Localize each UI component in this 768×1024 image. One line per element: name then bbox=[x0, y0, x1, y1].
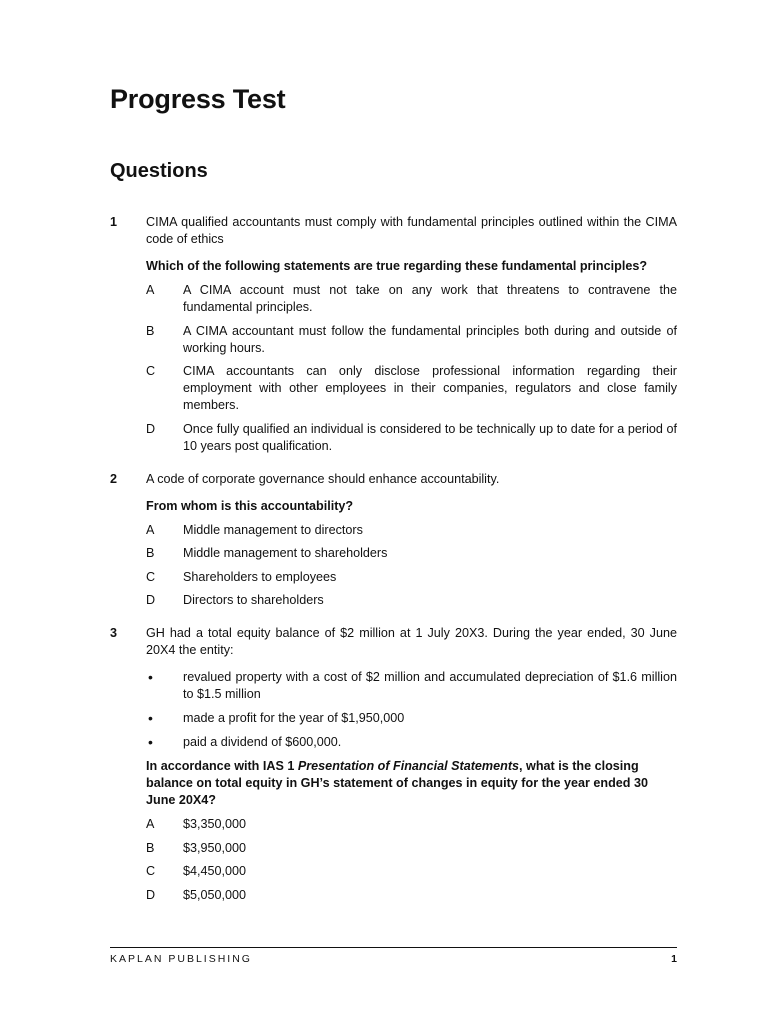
question-stem: A code of corporate governance should enhance accountability. bbox=[146, 471, 500, 486]
option-text: $3,950,000 bbox=[183, 840, 247, 855]
option-letter: B bbox=[146, 546, 155, 560]
question-2 bbox=[110, 471, 677, 610]
option-d bbox=[146, 592, 677, 609]
option-letter: A bbox=[146, 817, 155, 831]
option-d bbox=[146, 887, 677, 904]
page-number: 1 bbox=[671, 953, 677, 965]
option-a bbox=[146, 816, 677, 833]
option-text: Shareholders to employees bbox=[183, 569, 337, 584]
bullet-icon: • bbox=[148, 734, 153, 750]
bullet-text: paid a dividend of $600,000. bbox=[183, 735, 342, 749]
option-a bbox=[146, 522, 677, 539]
question-1 bbox=[110, 214, 677, 455]
option-letter: D bbox=[146, 887, 156, 902]
question-3 bbox=[110, 625, 677, 904]
option-letter: C bbox=[146, 364, 156, 378]
option-letter: A bbox=[146, 283, 155, 297]
option-b bbox=[146, 323, 677, 357]
prompt-text: In accordance with IAS 1 bbox=[146, 759, 298, 773]
bullet-icon: • bbox=[148, 669, 153, 685]
question-stem: GH had a total equity balance of $2 million at 1 July 20X3. During the year ended, 30 June 20X4 the entity: bbox=[146, 626, 677, 657]
option-text: CIMA accountants can only disclose professional information regarding their employment with other employees in their companies, regulators and close family members. bbox=[183, 364, 677, 412]
option-text: A CIMA account must not take on any work that threatens to contravene the fundamental principles. bbox=[183, 283, 677, 314]
question-prompt: Which of the following statements are true regarding these fundamental principles? bbox=[146, 259, 648, 273]
question-number: 3 bbox=[110, 626, 118, 640]
option-text: Middle management to shareholders bbox=[183, 546, 388, 560]
bullet-item bbox=[146, 669, 677, 703]
option-text: $3,350,000 bbox=[183, 817, 247, 831]
option-text: Middle management to directors bbox=[183, 522, 363, 537]
question-list bbox=[110, 214, 677, 920]
prompt-text: , what is the closing balance on total equity in GH’s statement of changes in equity for the year ended 30 June 20X4? bbox=[146, 759, 648, 807]
option-c bbox=[146, 863, 677, 880]
option-letter: C bbox=[146, 864, 156, 878]
option-letter: D bbox=[146, 421, 156, 436]
bullet-text: revalued property with a cost of $2 million and accumulated depreciation of $1.6 million to $1.5 million bbox=[183, 670, 677, 701]
bullet-icon: • bbox=[148, 710, 153, 726]
section-heading: Questions bbox=[110, 160, 208, 182]
option-letter: D bbox=[146, 593, 156, 607]
bullet-item bbox=[146, 734, 677, 751]
option-text: $5,050,000 bbox=[183, 887, 247, 902]
option-letter: B bbox=[146, 840, 155, 855]
question-number: 2 bbox=[110, 471, 118, 486]
question-stem: CIMA qualified accountants must comply with fundamental principles outlined within the CIMA code of ethics bbox=[146, 215, 677, 246]
option-a bbox=[146, 282, 677, 316]
option-letter: C bbox=[146, 569, 156, 584]
option-text: Directors to shareholders bbox=[183, 593, 324, 607]
question-number: 1 bbox=[110, 215, 118, 229]
bullet-text: made a profit for the year of $1,950,000 bbox=[183, 711, 405, 725]
option-letter: A bbox=[146, 522, 155, 537]
footer-divider bbox=[110, 947, 677, 948]
page-title: Progress Test bbox=[110, 84, 286, 114]
option-text: Once fully qualified an individual is considered to be technically up to date for a period of 10 years post qualification. bbox=[183, 421, 677, 453]
option-c bbox=[146, 363, 677, 414]
option-text: $4,450,000 bbox=[183, 864, 247, 878]
bullet-item bbox=[146, 710, 677, 727]
option-letter: B bbox=[146, 323, 155, 338]
option-b bbox=[146, 545, 677, 562]
option-text: A CIMA accountant must follow the fundamental principles both during and outside of working hours. bbox=[183, 323, 677, 355]
option-b bbox=[146, 840, 677, 857]
question-prompt bbox=[146, 758, 677, 809]
prompt-standard-title: Presentation of Financial Statements bbox=[297, 759, 520, 773]
question-prompt: From whom is this accountability? bbox=[146, 498, 354, 513]
footer-publisher: KAPLAN PUBLISHING bbox=[110, 953, 252, 965]
option-c bbox=[146, 569, 677, 586]
option-d bbox=[146, 421, 677, 455]
